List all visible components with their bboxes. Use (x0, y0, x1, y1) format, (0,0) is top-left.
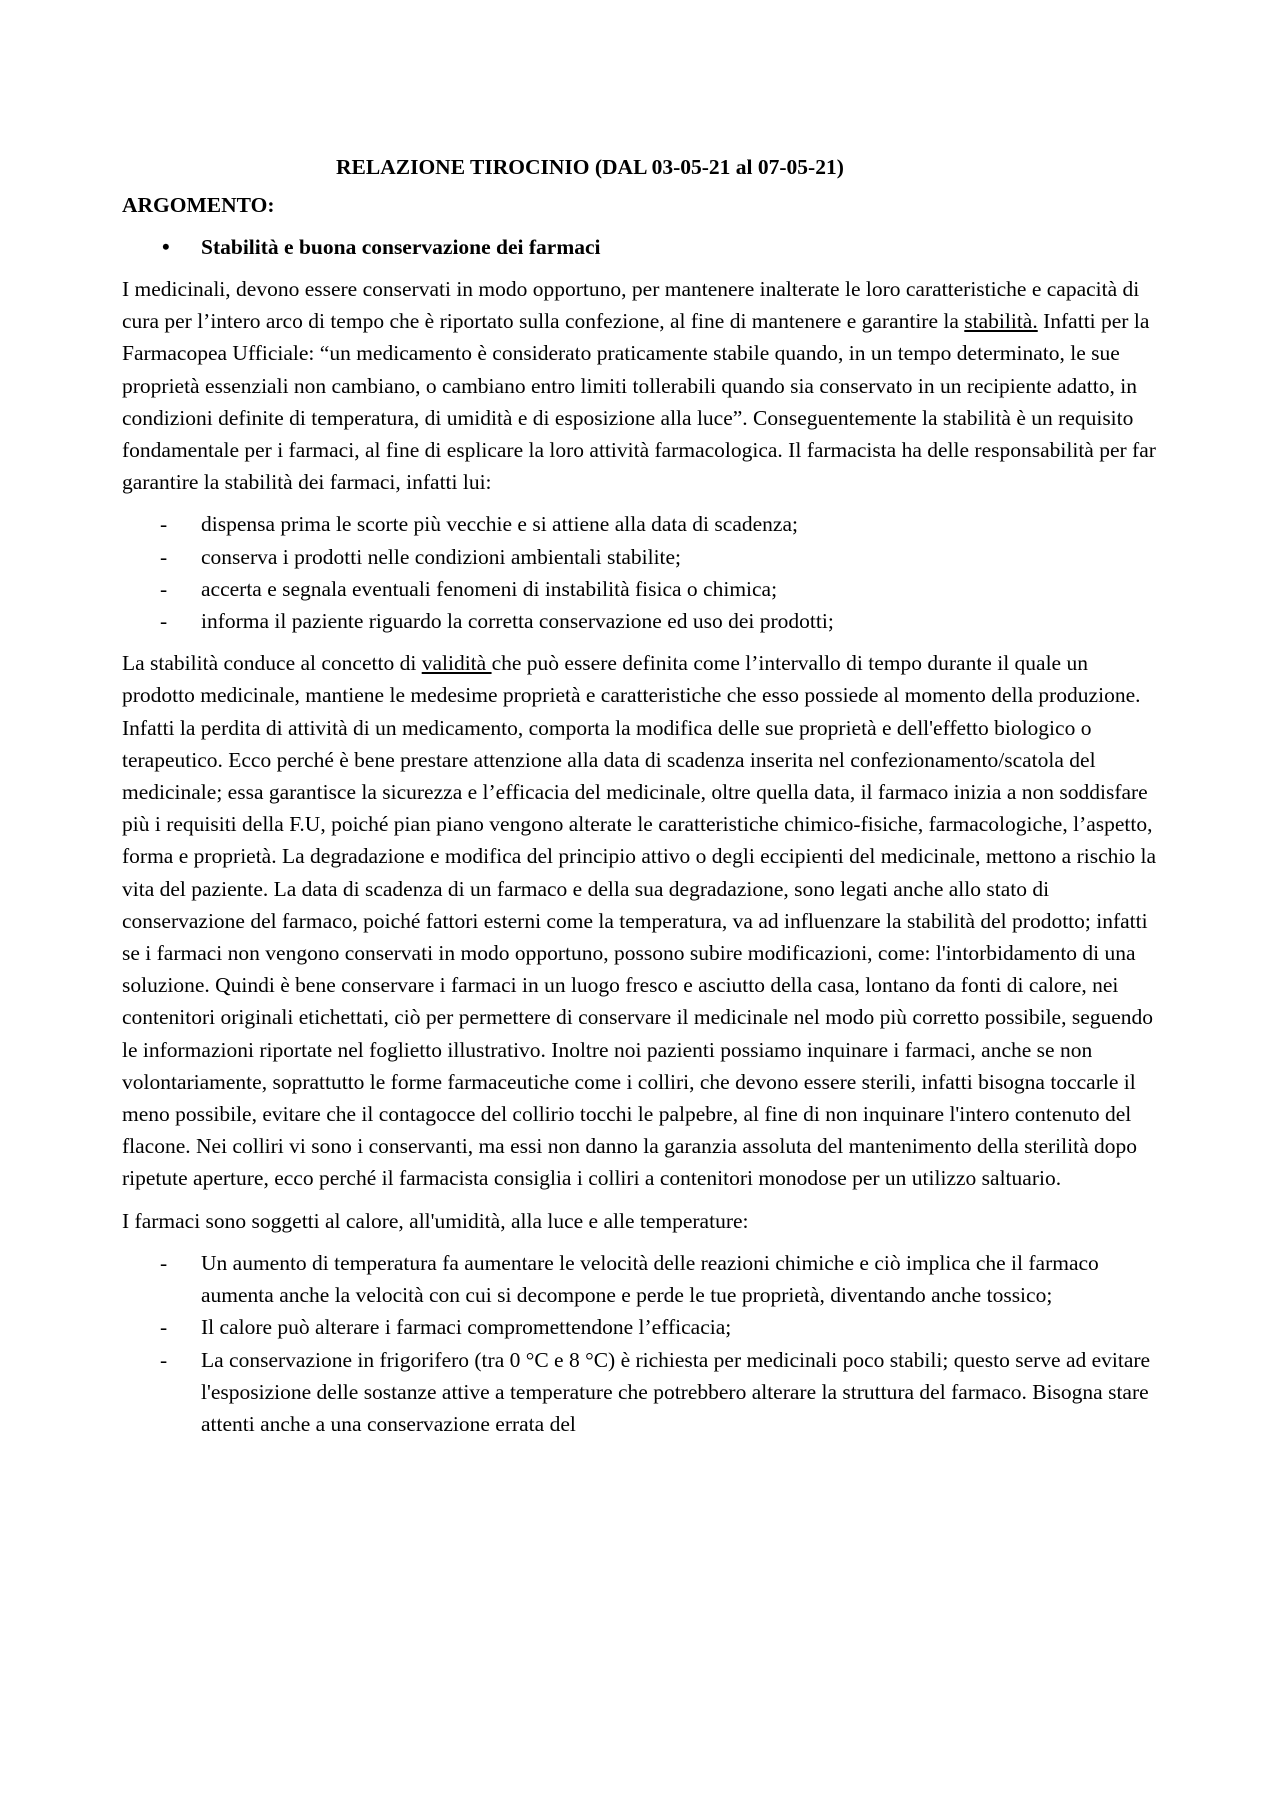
underlined-term-stabilita: stabilità. (964, 309, 1038, 334)
document-title: RELAZIONE TIROCINIO (DAL 03-05-21 al 07-05-21) (336, 155, 844, 179)
dash-icon: - (160, 1347, 168, 1372)
dash-icon: - (160, 512, 168, 537)
dash-icon: - (160, 576, 168, 601)
list-item-text: accerta e segnala eventuali fenomeni di instabilità fisica o chimica; (201, 576, 778, 601)
paragraph-text: La stabilità conduce al concetto di (122, 651, 422, 676)
list-item-text: dispensa prima le scorte più vecchie e si attiene alla data di scadenza; (201, 512, 798, 537)
paragraph-text: Infatti per la Farmacopea Ufficiale: “un medicamento è considerato praticamente stabile quando, in un tempo determinato, le sue proprietà essenziali non cambiano, o cambiano entro limiti tollerabili quando sia conservato in un recipiente adatto, in condizioni definite di temperatura, di umidità e di esposizione alla luce”. Conseguentemente la stabilità è un requisito fondamentale per i farmaci, al fine di esplicare la loro attività farmacologica. Il farmacista ha delle responsabilità per far garantire la stabilità dei farmaci, infatti lui: (122, 309, 1156, 495)
list-item (122, 1247, 1160, 1311)
topic-label: ARGOMENTO: (122, 193, 275, 217)
list-item-text: La conservazione in frigorifero (tra 0 °C e 8 °C) è richiesta per medicinali poco stabili; questo serve ad evitare l'esposizione delle sostanze attive a temperature che potrebbero alterare la struttura del farmaco. Bisogna stare attenti anche a una conservazione errata del (201, 1347, 1151, 1436)
paragraph-text: che può essere definita come l’intervallo di tempo durante il quale un prodotto medicinale, mantiene le medesime proprietà e caratteristiche che esso possiede al momento della produzione. Infatti la perdita di attività di un medicamento, comporta la modifica delle sue proprietà e dell'effetto biologico o terapeutico. Ecco perché è bene prestare attenzione alla data di scadenza inserita nel confezionamento/scatola del medicinale; essa garantisce la sicurezza e l’efficacia del medicinale, oltre quella data, il farmaco inizia a non soddisfare più i requisiti della F.U, poiché pian piano vengono alterate le caratteristiche chimico-fisiche, farmacologiche, l’aspetto, forma e proprietà. La degradazione e modifica del principio attivo o degli eccipienti del medicinale, mettono a rischio la vita del paziente. La data di scadenza di un farmaco e della sua degradazione, sono legati anche allo stato di conservazione del farmaco, poiché fattori esterni come la temperatura, va ad influenzare la stabilità del prodotto; infatti se i farmaci non vengono conservati in modo opportuno, possono subire modificazioni, come: l'intorbidamento di una soluzione. Quindi è bene conservare i farmaci in un luogo fresco e asciutto della casa, lontano da fonti di calore, nei contenitori originali etichettati, ciò per permettere di conservare il medicinale nel modo più corretto possibile, seguendo le informazioni riportate nel foglietto illustrativo. Inoltre noi pazienti possiamo inquinare i farmaci, anche se non volontariamente, soprattutto le forme farmaceutiche come i colliri, che devono essere sterili, infatti bisogna toccarle il meno possibile, evitare che il contagocce del collirio tocchi le palpebre, al fine di non inquinare l'intero contenuto del flacone. Nei colliri vi sono i conservanti, ma essi non danno la garanzia assoluta del mantenimento della sterilità dopo ripetute aperture, ecco perché il farmacista consiglia i colliri a contenitori monodose per un utilizzo saltuario. (122, 651, 1156, 1191)
paragraph-text: I medicinali, devono essere conservati in modo opportuno, per mantenere inalterate le loro caratteristiche e capacità di cura per l’intero arco di tempo che è riportato sulla confezione, al fine di mantenere e garantire la (122, 277, 1140, 334)
topic-bullet-item (122, 231, 1160, 263)
dash-icon: - (160, 544, 168, 569)
topic-bullet-text: Stabilità e buona conservazione dei farmaci (201, 235, 601, 259)
list-item (122, 1311, 1160, 1343)
paragraph-validity (122, 647, 1160, 1194)
dash-icon: - (160, 1250, 168, 1275)
list-item-text: informa il paziente riguardo la corretta conservazione ed uso dei prodotti; (201, 609, 834, 634)
list-item (122, 508, 1160, 540)
paragraph-factors-intro: I farmaci sono soggetti al calore, all'umidità, alla luce e alle temperature: (122, 1208, 749, 1233)
dash-icon: - (160, 1315, 168, 1340)
paragraph-stability (122, 273, 1160, 498)
list-item-text: Il calore può alterare i farmaci compromettendone l’efficacia; (201, 1315, 732, 1340)
list-item (122, 1344, 1160, 1441)
dash-icon: - (160, 609, 168, 634)
underlined-term-validita: validità (421, 651, 492, 676)
list-item (122, 605, 1160, 637)
factors-list (122, 1247, 1160, 1440)
list-item (122, 541, 1160, 573)
pharmacist-duties-list (122, 508, 1160, 637)
list-item (122, 573, 1160, 605)
list-item-text: conserva i prodotti nelle condizioni ambientali stabilite; (201, 544, 682, 569)
bullet-icon: • (162, 234, 170, 259)
list-item-text: Un aumento di temperatura fa aumentare le velocità delle reazioni chimiche e ciò implica che il farmaco aumenta anche la velocità con cui si decompone e perde le tue proprietà, diventando anche tossico; (201, 1250, 1099, 1308)
